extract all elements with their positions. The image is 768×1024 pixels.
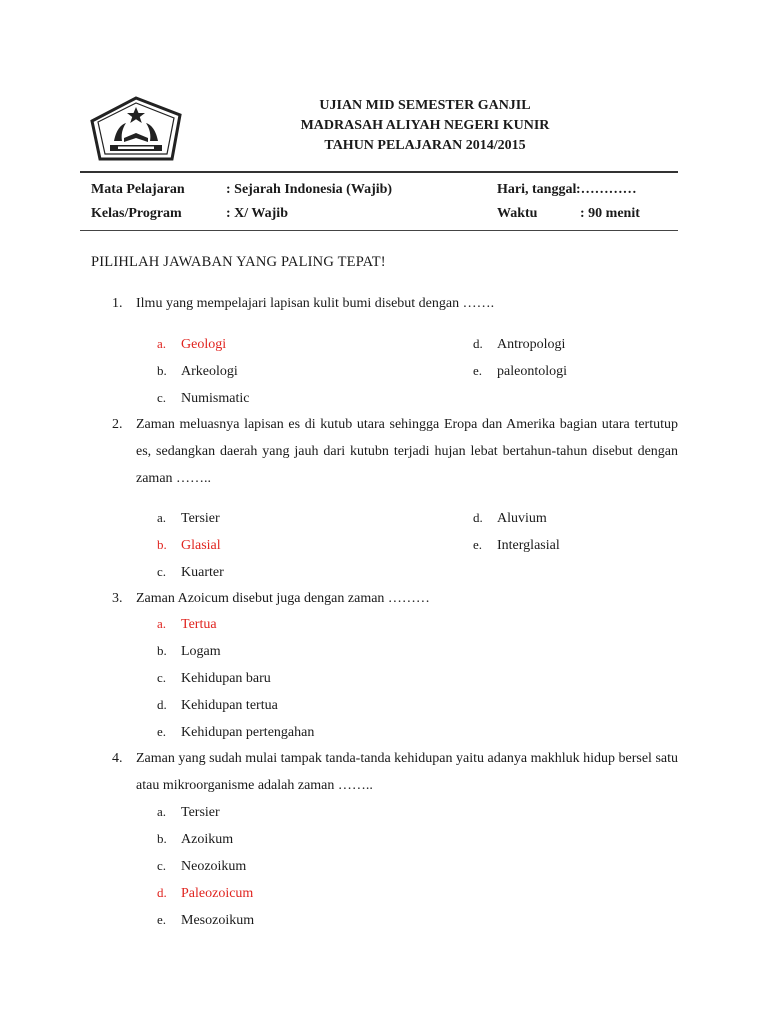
option-letter: e. — [473, 363, 483, 378]
option[interactable] — [473, 509, 547, 528]
subject-label: Mata Pelajaran — [91, 182, 185, 197]
option-letter: a. — [157, 616, 167, 631]
option-text: Aluvium — [497, 511, 547, 526]
option[interactable] — [157, 563, 224, 582]
option-text: Kehidupan tertua — [181, 698, 278, 713]
option-text: Kuarter — [181, 565, 224, 580]
option-text: paleontologi — [497, 364, 567, 379]
time-value: : 90 menit — [580, 206, 640, 221]
option-text: Tersier — [181, 805, 220, 820]
option-text: Numismatic — [181, 391, 250, 406]
option[interactable] — [157, 884, 253, 903]
option-letter: a. — [157, 510, 167, 525]
class-value: : X/ Wajib — [226, 206, 288, 221]
option[interactable] — [157, 911, 254, 930]
option-text: Arkeologi — [181, 364, 238, 379]
option[interactable] — [157, 857, 246, 876]
option-letter: b. — [157, 363, 167, 378]
option-letter: c. — [157, 858, 167, 873]
option-text: Neozoikum — [181, 859, 247, 874]
option[interactable] — [473, 362, 567, 381]
option-letter: c. — [157, 390, 167, 405]
option[interactable] — [157, 509, 220, 528]
question-number: 4. — [112, 751, 123, 766]
option[interactable] — [473, 536, 560, 555]
option[interactable] — [157, 335, 226, 354]
option-text: Geologi — [181, 337, 227, 352]
school-name: MADRASAH ALIYAH NEGERI KUNIR — [300, 118, 550, 133]
instruction: PILIHLAH JAWABAN YANG PALING TEPAT! — [91, 254, 386, 270]
header-divider — [80, 171, 678, 173]
option-letter: b. — [157, 643, 167, 658]
option-text: Azoikum — [181, 832, 234, 847]
option[interactable] — [157, 389, 249, 408]
option[interactable] — [473, 335, 565, 354]
option[interactable] — [157, 669, 271, 688]
option[interactable] — [157, 642, 221, 661]
school-logo — [88, 93, 184, 163]
question-number: 2. — [112, 417, 123, 432]
option-letter: c. — [157, 670, 167, 685]
date-value: :………… — [576, 182, 637, 197]
academic-year: TAHUN PELAJARAN 2014/2015 — [324, 138, 526, 153]
option-letter: a. — [157, 336, 167, 351]
question-number: 3. — [112, 591, 123, 606]
option-text: Interglasial — [497, 538, 560, 553]
exam-title: UJIAN MID SEMESTER GANJIL — [319, 98, 531, 113]
option-text: Kehidupan baru — [181, 671, 271, 686]
option-letter: b. — [157, 537, 167, 552]
option-letter: e. — [157, 912, 167, 927]
time-label: Waktu — [497, 206, 538, 221]
option-letter: b. — [157, 831, 167, 846]
option[interactable] — [157, 536, 221, 555]
question-text: Zaman meluasnya lapisan es di kutub utara sehingga Eropa dan Amerika bagian utara tertutup es, sedangkan daerah yang jauh dari kutubn terjadi hujan lebat bertahun-tahun disebut dengan zaman …….. — [136, 417, 678, 486]
question-text: Zaman yang sudah mulai tampak tanda-tanda kehidupan yaitu adanya makhluk hidup bersel satu atau mikroorganisme adalah zaman …….. — [136, 751, 678, 793]
option[interactable] — [157, 362, 238, 381]
option-letter: d. — [473, 510, 483, 525]
option-letter: d. — [157, 697, 167, 712]
option-letter: a. — [157, 804, 167, 819]
option[interactable] — [157, 830, 233, 849]
option-letter: c. — [157, 564, 167, 579]
option-text: Tertua — [181, 617, 217, 632]
option[interactable] — [157, 723, 314, 742]
option-text: Paleozoicum — [181, 886, 254, 901]
option[interactable] — [157, 696, 278, 715]
option-letter: e. — [157, 724, 167, 739]
question-text: Zaman Azoicum disebut juga dengan zaman ……… — [136, 591, 430, 606]
exam-header — [250, 96, 600, 156]
option-text: Mesozoikum — [181, 913, 255, 928]
subject-value: : Sejarah Indonesia (Wajib) — [226, 182, 393, 197]
option-text: Glasial — [181, 538, 221, 553]
info-divider — [80, 230, 678, 231]
question-number: 1. — [112, 296, 123, 311]
option[interactable] — [157, 615, 217, 634]
option-letter: d. — [473, 336, 483, 351]
question-text: Ilmu yang mempelajari lapisan kulit bumi disebut dengan ……. — [136, 296, 495, 311]
option-letter: d. — [157, 885, 167, 900]
option[interactable] — [157, 803, 220, 822]
option-text: Antropologi — [497, 337, 566, 352]
option-text: Kehidupan pertengahan — [181, 725, 315, 740]
option-text: Tersier — [181, 511, 220, 526]
class-label: Kelas/Program — [91, 206, 182, 221]
date-label: Hari, tanggal — [497, 182, 577, 197]
option-text: Logam — [181, 644, 221, 659]
option-letter: e. — [473, 537, 483, 552]
